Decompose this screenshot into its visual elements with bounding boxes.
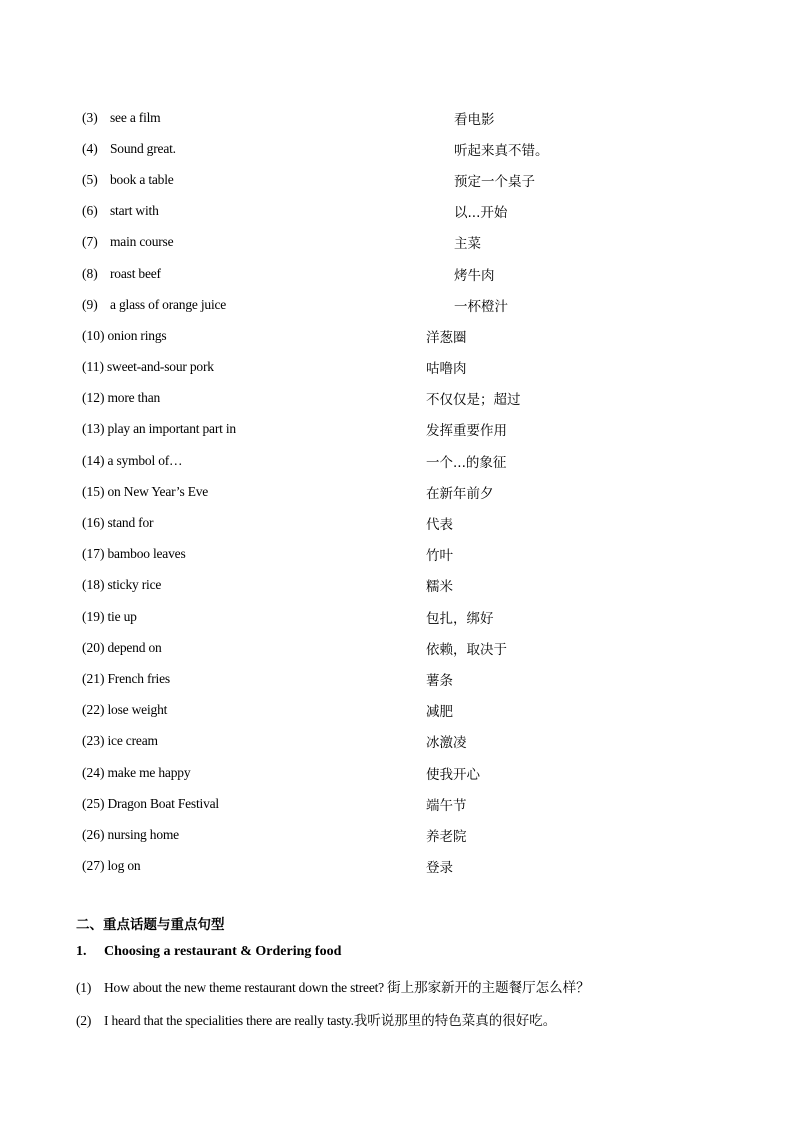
- vocab-chinese: 一杯橙汁: [454, 298, 508, 315]
- subsection-heading: [76, 944, 341, 960]
- vocab-number: (22): [82, 702, 105, 718]
- section-heading: 二、重点话题与重点句型: [76, 917, 225, 933]
- vocab-row: [82, 320, 722, 351]
- vocab-number: (16): [82, 515, 105, 531]
- vocab-row: [82, 352, 722, 383]
- vocab-english: Sound great.: [110, 140, 176, 156]
- vocab-chinese: 预定一个桌子: [454, 173, 535, 190]
- vocab-row: [82, 196, 722, 227]
- vocab-chinese: 登录: [426, 860, 453, 877]
- vocab-row: [82, 258, 722, 289]
- vocab-chinese: 依赖，取决于: [426, 641, 507, 658]
- vocab-chinese: 养老院: [426, 828, 467, 845]
- vocab-english: stand for: [107, 515, 154, 531]
- vocab-row: [82, 851, 722, 882]
- vocab-row: [82, 632, 722, 663]
- vocab-chinese: 代表: [426, 517, 453, 534]
- vocab-row: [82, 445, 722, 476]
- vocab-row: [82, 476, 722, 507]
- vocab-chinese: 不仅仅是；超过: [426, 392, 521, 409]
- vocab-row: [82, 102, 722, 133]
- sentence-chinese: 街上那家新开的主题餐厅怎么样？: [387, 980, 590, 996]
- vocab-chinese: 发挥重要作用: [426, 423, 507, 440]
- vocab-english: lose weight: [107, 702, 168, 718]
- vocab-chinese: 以...开始: [454, 205, 508, 222]
- vocab-english: on New Year’s Eve: [107, 483, 209, 499]
- vocab-chinese: 竹叶: [426, 548, 453, 565]
- vocab-row: [82, 695, 722, 726]
- vocab-number: (25): [82, 795, 105, 811]
- vocab-row: [82, 289, 722, 320]
- vocab-number: (19): [82, 608, 105, 624]
- vocab-row: [82, 507, 722, 538]
- sentence-number: (2): [76, 1013, 92, 1028]
- vocab-english: a symbol of…: [107, 452, 183, 468]
- vocab-row: [82, 726, 722, 757]
- vocab-chinese: 一个...的象征: [426, 454, 507, 471]
- vocab-number: (8): [82, 265, 98, 281]
- vocab-chinese: 使我开心: [426, 766, 480, 783]
- vocab-number: (17): [82, 546, 105, 562]
- vocab-english: nursing home: [107, 826, 179, 842]
- vocab-chinese: 薯条: [426, 672, 453, 689]
- vocab-english: book a table: [110, 171, 174, 187]
- vocab-row: [82, 757, 722, 788]
- vocab-chinese: 烤牛肉: [454, 267, 495, 284]
- vocab-number: (3): [82, 109, 98, 125]
- vocab-english: Dragon Boat Festival: [107, 795, 219, 811]
- sentence-english: How about the new theme restaurant down the street?: [104, 980, 384, 995]
- vocab-number: (6): [82, 203, 98, 219]
- vocab-row: [82, 227, 722, 258]
- vocab-english: see a film: [110, 109, 161, 125]
- vocab-chinese: 在新年前夕: [426, 485, 494, 502]
- vocab-row: [82, 414, 722, 445]
- vocab-number: (9): [82, 296, 98, 312]
- vocab-row: [82, 788, 722, 819]
- vocab-number: (13): [82, 421, 105, 437]
- vocabulary-list: [82, 102, 722, 882]
- vocab-row: [82, 539, 722, 570]
- vocab-row: [82, 570, 722, 601]
- vocab-number: (20): [82, 639, 105, 655]
- vocab-number: (15): [82, 483, 105, 499]
- vocab-chinese: 端午节: [426, 797, 467, 814]
- key-sentence: [76, 976, 590, 996]
- vocab-number: (11): [82, 359, 104, 375]
- vocab-chinese: 咕噜肉: [426, 361, 467, 378]
- vocab-number: (23): [82, 733, 105, 749]
- vocab-english: onion rings: [107, 327, 167, 343]
- sentence-chinese: 我听说那里的特色菜真的很好吃。: [353, 1013, 557, 1029]
- vocab-row: [82, 819, 722, 850]
- vocab-number: (7): [82, 234, 98, 250]
- key-sentence: [76, 1009, 556, 1029]
- vocab-english: sweet-and-sour pork: [107, 359, 214, 375]
- vocab-number: (10): [82, 327, 105, 343]
- sentence-number: (1): [76, 980, 92, 995]
- subsection-title: Choosing a restaurant & Ordering food: [104, 944, 342, 959]
- vocab-english: roast beef: [110, 265, 161, 281]
- vocab-english: make me happy: [107, 764, 191, 780]
- vocab-row: [82, 601, 722, 632]
- vocab-number: (5): [82, 171, 98, 187]
- vocab-number: (24): [82, 764, 105, 780]
- vocab-number: (27): [82, 858, 105, 874]
- vocab-chinese: 洋葱圈: [426, 329, 467, 346]
- vocab-english: start with: [110, 203, 159, 219]
- subsection-number: 1.: [76, 944, 87, 959]
- vocab-english: bamboo leaves: [107, 546, 186, 562]
- vocab-number: (18): [82, 577, 105, 593]
- vocab-number: (14): [82, 452, 105, 468]
- vocab-chinese: 看电影: [454, 111, 495, 128]
- vocab-english: ice cream: [107, 733, 158, 749]
- vocab-number: (26): [82, 826, 105, 842]
- vocab-english: play an important part in: [107, 421, 236, 437]
- vocab-number: (12): [82, 390, 105, 406]
- vocab-english: more than: [107, 390, 161, 406]
- vocab-english: French fries: [107, 670, 170, 686]
- vocab-row: [82, 663, 722, 694]
- vocab-chinese: 糯米: [426, 579, 453, 596]
- vocab-number: (4): [82, 140, 98, 156]
- vocab-english: depend on: [107, 639, 162, 655]
- vocab-row: [82, 383, 722, 414]
- vocab-chinese: 冰激凌: [426, 735, 467, 752]
- vocab-chinese: 主菜: [454, 236, 481, 253]
- vocab-chinese: 包扎，绑好: [426, 610, 494, 627]
- vocab-english: sticky rice: [107, 577, 162, 593]
- vocab-english: main course: [110, 234, 174, 250]
- sentence-english: I heard that the specialities there are really tasty.: [104, 1013, 354, 1028]
- vocab-chinese: 减肥: [426, 704, 453, 721]
- vocab-chinese: 听起来真不错。: [454, 142, 549, 159]
- vocab-english: tie up: [107, 608, 137, 624]
- vocab-row: [82, 133, 722, 164]
- vocab-row: [82, 164, 722, 195]
- vocab-number: (21): [82, 670, 105, 686]
- vocab-english: a glass of orange juice: [110, 296, 227, 312]
- vocab-english: log on: [107, 858, 141, 874]
